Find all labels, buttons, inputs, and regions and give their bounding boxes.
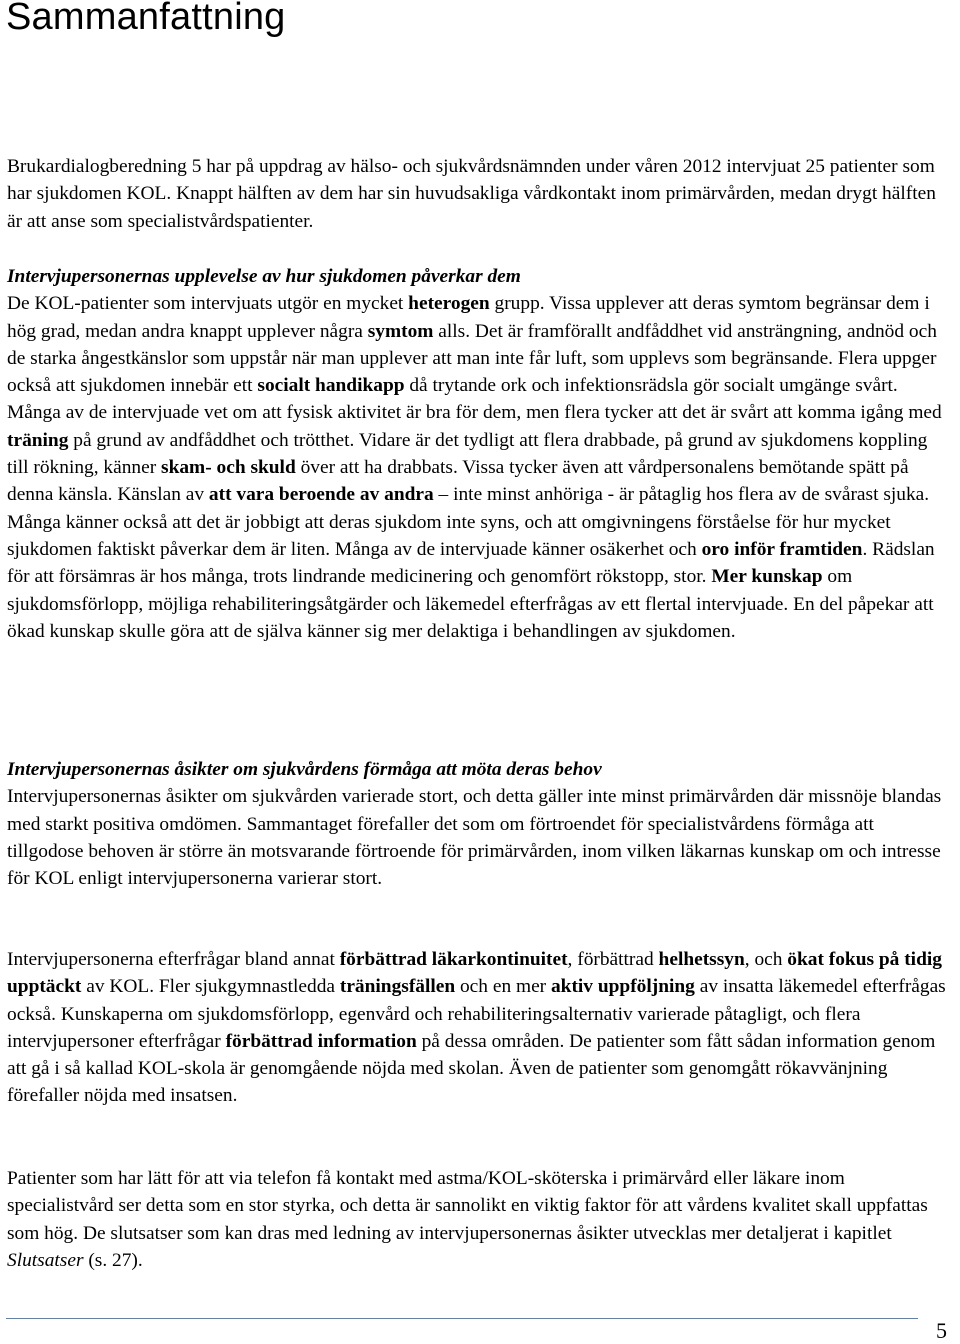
intro-text: Brukardialogberedning 5 har på uppdrag av hälso- och sjukvårdsnämnden under våren 2012 intervjuat 25 patienter som har sjukdomen KOL. Knappt hälften av dem har sin huvudsakliga vårdkontakt inom primärvården, medan drygt hälften är att anse som specialistvårdspatienter.: [7, 156, 936, 232]
section-opinions: [7, 756, 951, 892]
text-run: – inte minst anhöriga - är påtaglig hos flera av de svårast sjuka. Många känner också att det är jobbigt att deras sjukdom inte syns, och att omgivningens förståelse för hur mycket sjukdomen faktiskt påverkar dem är liten. Många av de intervjuade känner osäkerhet och: [7, 484, 930, 560]
keyword-beroende-av-andra: att vara beroende av andra: [208, 484, 434, 506]
section-opinions-heading: Intervjupersonernas åsikter om sjukvårdens förmåga att möta deras behov: [7, 759, 602, 780]
text-run: . Rädslan för att försämras är hos många, trots lindrande medicinering och genomfört rökstopp, stor.: [7, 538, 935, 588]
page-number: 5: [936, 1318, 947, 1343]
text-run: av KOL. Fler sjukgymnastledda: [81, 976, 340, 998]
keyword-mer-kunskap: Mer kunskap: [711, 566, 823, 588]
keyword-helhetssyn: helhetssyn: [658, 949, 745, 970]
section-experience-paragraph: [7, 290, 951, 645]
text-run: och en mer: [455, 976, 551, 998]
requests-paragraph: [7, 946, 951, 1110]
requests-text: [7, 946, 951, 1110]
contact-text: [7, 1165, 951, 1274]
intro-paragraph: [7, 153, 951, 235]
keyword-oro-infor-framtiden: oro inför framtiden: [701, 538, 863, 560]
text-run: Patienter som har lätt för att via telefon få kontakt med astma/KOL-sköterska i primärvård eller läkare inom specialistvård ser detta som en stor styrka, och detta är sannolikt en viktig faktor för att vårdens kvalitet skall uppfattas som hög. De slutsatser som kan dras med ledning av intervjupersonernas åsikter utvecklas mer detaljerat i kapitlet: [7, 1168, 928, 1244]
text-run: på grund av andfåddhet och trötthet. Vidare är det tydligt att flera drabbade, på grund av sjukdomens koppling till rökning, känner: [7, 429, 928, 479]
text-run: då trytande ork och infektionsrädsla gör socialt umgänge svårt. Många av de intervjuade vet om att fysisk aktivitet är bra för dem, men flera tycker att det är svårt att komma igång med: [7, 375, 942, 424]
text-run: , förbättrad: [567, 949, 659, 970]
text-run: De KOL-patienter som intervjuats utgör en mycket: [7, 293, 409, 315]
text-run: över att ha drabbats. Vissa tycker även att vårdpersonalens bemötande spätt på denna känsla. Känslan av: [7, 457, 909, 506]
text-run: (s. 27).: [83, 1249, 143, 1271]
keyword-forbattrad-information: förbättrad information: [225, 1030, 417, 1052]
text-run: grupp. Vissa upplever att deras symtom begränsar dem i hög grad, medan andra knappt upplever några: [7, 293, 930, 342]
text-run: på dessa områden. De patienter som fått sådan information genom att gå i så kallad KOL-skola är genomgående nöjda med skolan. Även de patienter som genomgått rökavvänjning förefaller nöjda med insatsen.: [7, 1030, 936, 1107]
keyword-skam-och-skuld: skam- och skuld: [161, 457, 296, 479]
section-opinions-paragraph: Intervjupersonernas åsikter om sjukvården varierade stort, och detta gäller inte minst primärvården där missnöje blandas med starkt positiva omdömen. Sammantaget förefaller det som om förtroendet för specialistvårdens förmåga att tillgodose behoven är större än motsvarande förtroende för primärvården, inom vilken läkarnas kunskap om och intresse för KOL enligt intervjupersonerna varierar stort.: [7, 786, 942, 890]
keyword-lakarkontinuitet: förbättrad läkarkontinuitet: [339, 949, 568, 970]
chapter-reference: Slutsatser: [7, 1249, 84, 1271]
keyword-traningsfallen: träningsfällen: [339, 976, 456, 998]
page-title: Sammanfattning: [6, 0, 286, 38]
text-run: om sjukdomsförlopp, möjliga rehabiliteringsåtgärder och läkemedel efterfrågas av ett flertal intervjuade. En del påpekar att ökad kunskap skulle göra att de själva känner sig mer delaktiga i behandlingen av sjukdomen.: [7, 566, 934, 642]
keyword-symtom: symtom: [367, 320, 434, 342]
keyword-traning: träning: [7, 429, 69, 451]
footer-divider: [6, 1318, 918, 1319]
keyword-socialt-handikapp: socialt handikapp: [257, 375, 405, 397]
text-run: av insatta läkemedel efterfrågas också. Kunskaperna om sjukdomsförlopp, egenvård och rehabiliteringsalternativ varierade påtagligt, och flera intervjupersoner efterfrågar: [7, 976, 946, 1052]
text-run: , och: [744, 949, 788, 970]
section-experience-heading: Intervjupersonernas upplevelse av hur sjukdomen påverkar dem: [7, 266, 521, 287]
contact-paragraph: [7, 1165, 951, 1274]
keyword-aktiv-uppfoljning: aktiv uppföljning: [550, 976, 695, 998]
text-run: Intervjupersonerna efterfrågar bland annat: [7, 949, 340, 970]
text-run: alls. Det är framförallt andfåddhet vid ansträngning, andnöd och de starka ångestkänslor som uppstår när man upplever att man inte får luft, som upplevs som begränsande. Flera uppger också att sjukdomen innebär ett: [7, 320, 937, 397]
keyword-tidig-upptackt: ökat fokus på tidig upptäckt: [7, 949, 942, 998]
section-experience: [7, 263, 951, 645]
keyword-heterogen: heterogen: [408, 293, 490, 315]
